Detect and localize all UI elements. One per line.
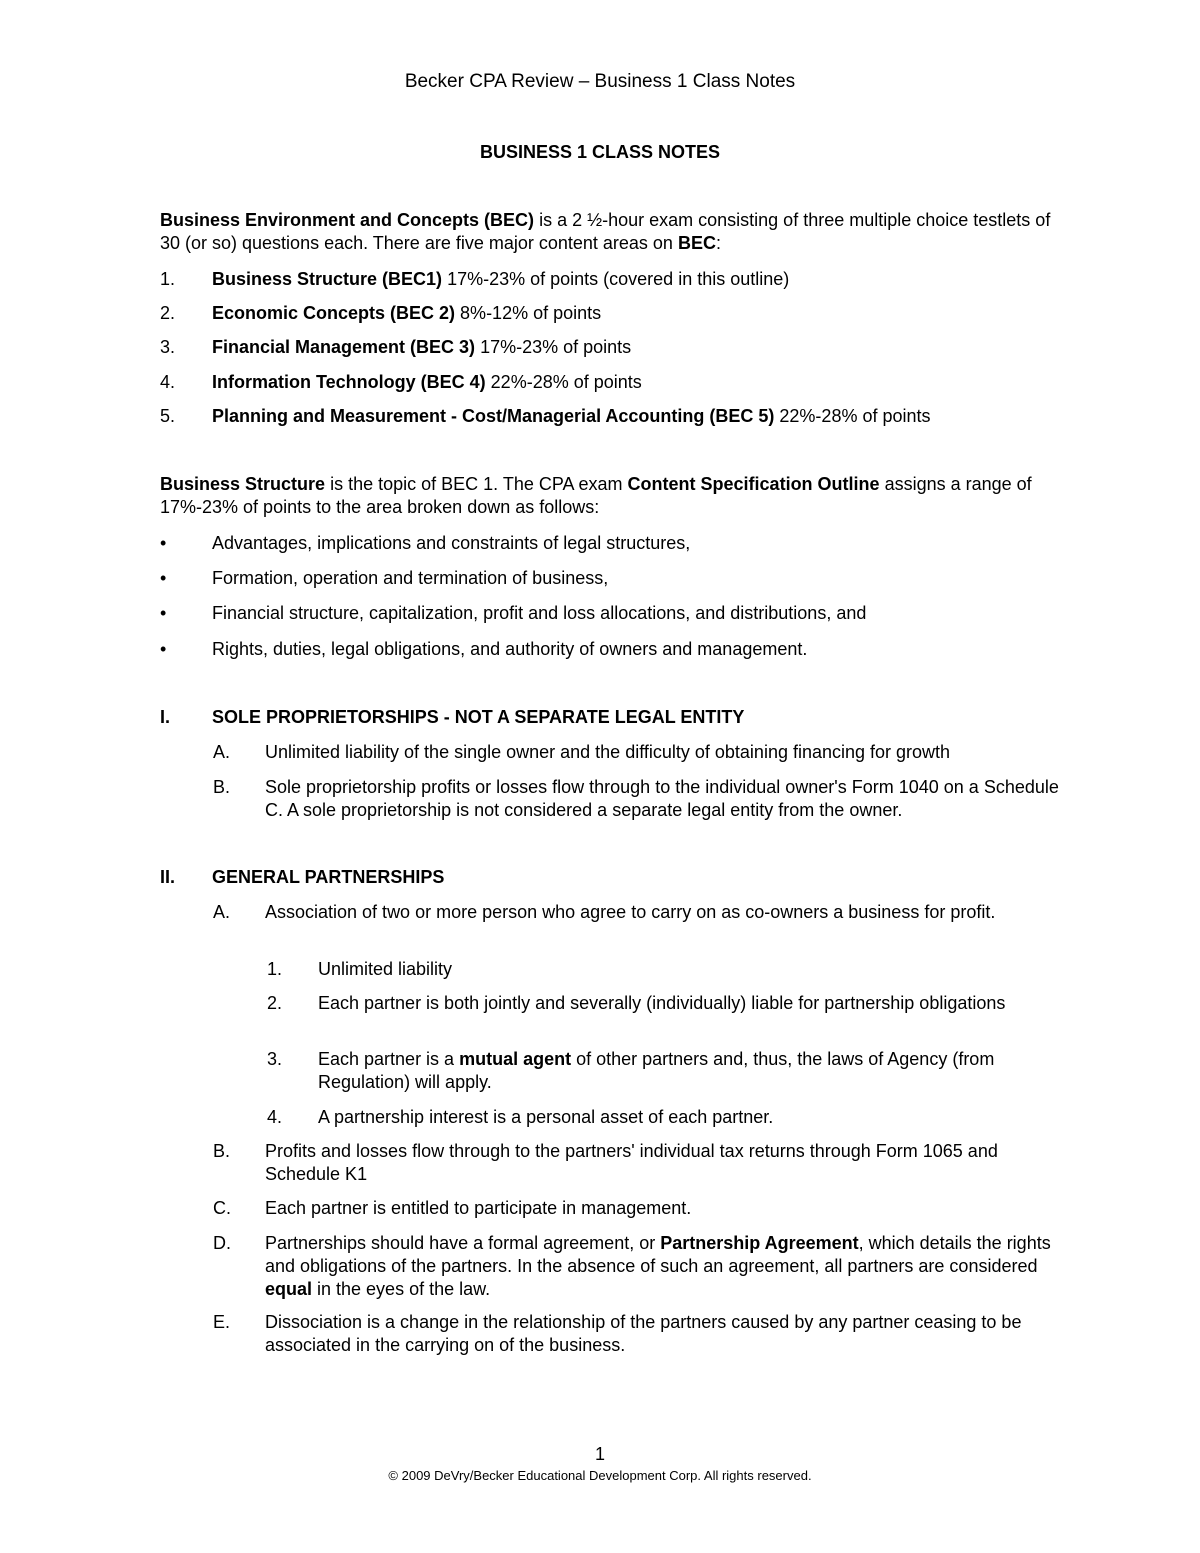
bullet-icon: •	[160, 603, 167, 623]
area-weight: 17%-23% of points	[475, 337, 632, 357]
bullet-icon: •	[160, 639, 167, 659]
item-text-b: , which details the rights and obligations of the partners. In the absence of such an agreement, all partners are considered	[265, 1233, 1051, 1276]
subitem-text: Each partner is both jointly and severally (individually) liable for partnership obligations	[318, 993, 1006, 1013]
item-letter: B.	[213, 777, 231, 797]
subitem-number: 3.	[267, 1049, 283, 1069]
copyright-notice: © 2009 DeVry/Becker Educational Development Corp. All rights reserved.	[388, 1468, 812, 1483]
area-item	[212, 405, 931, 428]
structure-text-a: is the topic of BEC 1. The CPA exam	[325, 474, 628, 494]
section-number: II.	[160, 867, 176, 887]
intro-bold-lead: Business Environment and Concepts (BEC)	[160, 210, 535, 230]
subitem-text-a: Each partner is a	[318, 1049, 460, 1069]
area-item	[212, 268, 789, 291]
structure-paragraph	[160, 473, 1060, 519]
area-weight: 17%-23% of points (covered in this outline)	[442, 269, 790, 289]
intro-text-a: is a 2 ½-hour exam consisting of three multiple choice testlets of 30 (or so) questions each. There are five major content areas on	[160, 210, 1051, 253]
area-item	[212, 336, 631, 359]
item-text: Profits and losses flow through to the partners' individual tax returns through Form 1065 and Schedule K1	[265, 1141, 998, 1184]
area-number: 3.	[160, 337, 176, 357]
section-heading: GENERAL PARTNERSHIPS	[212, 867, 445, 887]
bullet-icon: •	[160, 533, 167, 553]
area-weight: 22%-28% of points	[774, 406, 931, 426]
area-name: Business Structure (BEC1)	[212, 269, 443, 289]
item-text: Sole proprietorship profits or losses flow through to the individual owner's Form 1040 on a Schedule C. A sole proprietorship is not considered a separate legal entity from the owner.	[265, 777, 1059, 820]
area-number: 4.	[160, 372, 176, 392]
item-letter: A.	[213, 902, 231, 922]
intro-paragraph	[160, 209, 1060, 255]
bullet-item: Formation, operation and termination of business,	[212, 568, 609, 588]
bullet-icon: •	[160, 568, 167, 588]
bullet-item: Rights, duties, legal obligations, and authority of owners and management.	[212, 639, 808, 659]
bullet-item: Financial structure, capitalization, profit and loss allocations, and distributions, and	[212, 603, 867, 623]
bullet-item: Advantages, implications and constraints of legal structures,	[212, 533, 691, 553]
item-text: Unlimited liability of the single owner and the difficulty of obtaining financing for growth	[265, 742, 951, 762]
intro-bold-bec: BEC	[677, 233, 716, 253]
item-text-c: in the eyes of the law.	[312, 1279, 491, 1299]
item-text: Dissociation is a change in the relationship of the partners caused by any partner ceasing to be associated in the carrying on of the business.	[265, 1312, 1022, 1355]
mutual-agent-term: mutual agent	[459, 1049, 572, 1069]
area-name: Economic Concepts (BEC 2)	[212, 303, 456, 323]
item-letter: A.	[213, 742, 231, 762]
item-letter: C.	[213, 1198, 231, 1218]
area-weight: 8%-12% of points	[455, 303, 602, 323]
structure-bold-b: Content Specification Outline	[627, 474, 880, 494]
section-heading: SOLE PROPRIETORSHIPS - NOT A SEPARATE LEGAL ENTITY	[212, 707, 745, 727]
section-number: I.	[160, 707, 171, 727]
subitem-number: 1.	[267, 959, 283, 979]
structure-bold-a: Business Structure	[160, 474, 326, 494]
item-text: Association of two or more person who agree to carry on as co-owners a business for profit.	[265, 902, 996, 922]
area-name: Planning and Measurement - Cost/Managerial Accounting (BEC 5)	[212, 406, 775, 426]
item-letter: E.	[213, 1312, 231, 1332]
item-text-a: Partnerships should have a formal agreement, or	[265, 1233, 661, 1253]
area-number: 1.	[160, 269, 176, 289]
subitem-text: A partnership interest is a personal asset of each partner.	[318, 1107, 774, 1127]
area-item	[212, 302, 601, 325]
subitem-number: 2.	[267, 993, 283, 1013]
subitem-number: 4.	[267, 1107, 283, 1127]
area-name: Information Technology (BEC 4)	[212, 372, 486, 392]
area-item	[212, 371, 642, 394]
page-header: Becker CPA Review – Business 1 Class Notes	[404, 71, 796, 92]
partnership-agreement-term: Partnership Agreement	[660, 1233, 859, 1253]
item-letter: D.	[213, 1233, 231, 1253]
area-weight: 22%-28% of points	[485, 372, 642, 392]
subitem-text-b: of other partners and, thus, the laws of Agency (from Regulation) will apply.	[318, 1049, 995, 1092]
subitem-text: Unlimited liability	[318, 959, 453, 979]
item-text: Each partner is entitled to participate in management.	[265, 1198, 692, 1218]
intro-text-b: :	[715, 233, 721, 253]
subitem-text	[318, 1048, 1063, 1094]
page-number: 1	[594, 1444, 605, 1464]
area-number: 5.	[160, 406, 176, 426]
equal-term: equal	[265, 1279, 313, 1299]
structure-text-b: assigns a range of 17%-23% of points to the area broken down as follows:	[160, 474, 1032, 517]
area-number: 2.	[160, 303, 176, 323]
item-text	[265, 1232, 1065, 1301]
document-title: BUSINESS 1 CLASS NOTES	[479, 142, 721, 162]
item-letter: B.	[213, 1141, 231, 1161]
area-name: Financial Management (BEC 3)	[212, 337, 476, 357]
